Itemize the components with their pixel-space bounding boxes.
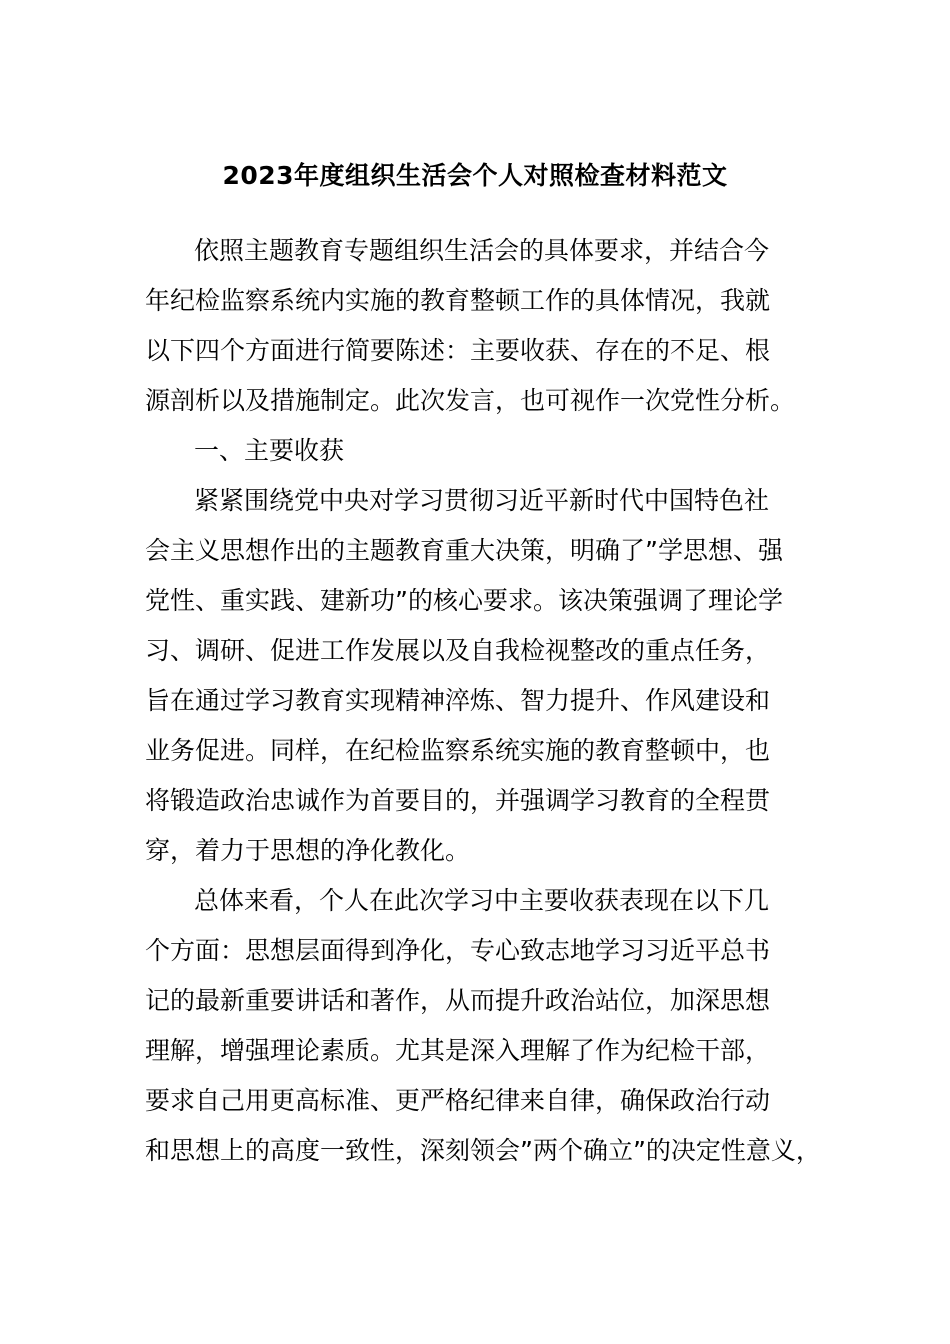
paragraph-line: 理解，增强理论素质。尤其是深入理解了作为纪检干部， <box>145 1036 771 1065</box>
paragraph-line: 穿，着力于思想的净化教化。 <box>145 836 471 865</box>
paragraph-line: 将锻造政治忠诚作为首要目的，并强调学习教育的全程贯 <box>145 786 771 815</box>
paragraph-line: 年纪检监察系统内实施的教育整顿工作的具体情况，我就 <box>145 286 771 315</box>
paragraph-line: 会主义思想作出的主题教育重大决策，明确了”学思想、强 <box>145 536 783 565</box>
paragraph-line: 记的最新重要讲话和著作，从而提升政治站位，加深思想 <box>145 986 771 1015</box>
paragraph-line: 党性、重实践、建新功”的核心要求。该决策强调了理论学 <box>145 586 783 615</box>
paragraph-line: 以下四个方面进行简要陈述：主要收获、存在的不足、根 <box>145 336 771 365</box>
section-heading: 一、主要收获 <box>194 436 345 465</box>
paragraph-line: 旨在通过学习教育实现精神淬炼、智力提升、作风建设和 <box>145 686 771 715</box>
paragraph-line: 和思想上的高度一致性，深刻领会”两个确立”的决定性意义， <box>145 1136 821 1165</box>
document-title: 2023年度组织生活会个人对照检查材料范文 <box>222 161 728 190</box>
paragraph-line: 业务促进。同样，在纪检监察系统实施的教育整顿中，也 <box>145 736 771 765</box>
paragraph-line: 总体来看，个人在此次学习中主要收获表现在以下几 <box>194 886 770 915</box>
paragraph-line: 要求自己用更高标准、更严格纪律来自律，确保政治行动 <box>145 1086 771 1115</box>
paragraph-line: 个方面：思想层面得到净化，专心致志地学习习近平总书 <box>145 936 771 965</box>
paragraph-line: 依照主题教育专题组织生活会的具体要求，并结合今 <box>194 236 770 265</box>
paragraph-line: 源剖析以及措施制定。此次发言，也可视作一次党性分析。 <box>145 386 796 415</box>
paragraph-line: 紧紧围绕党中央对学习贯彻习近平新时代中国特色社 <box>194 486 770 515</box>
paragraph-line: 习、调研、促进工作发展以及自我检视整改的重点任务， <box>145 636 771 665</box>
